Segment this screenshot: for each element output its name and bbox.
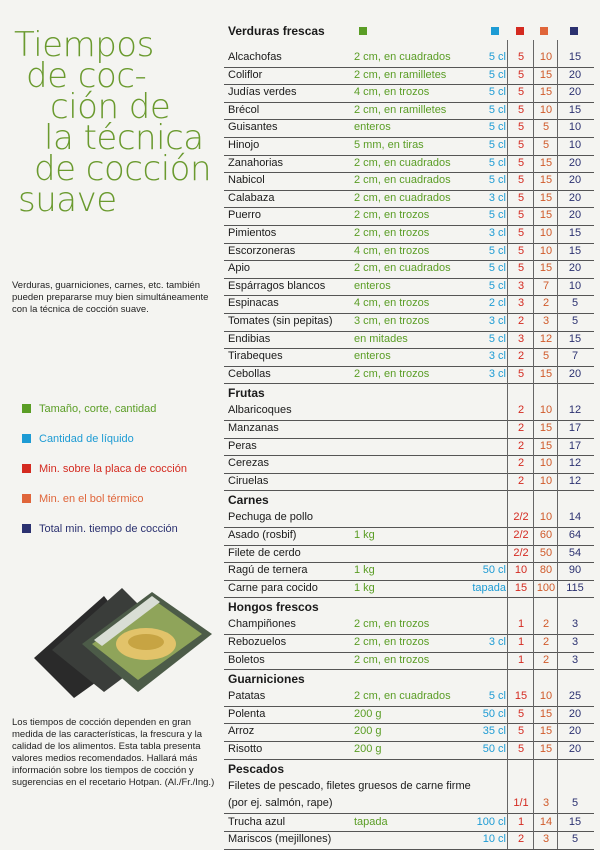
plate-minutes-cell: 15 (514, 690, 528, 703)
total-minutes-cell: 64 (568, 529, 582, 541)
title-line: suave (18, 180, 117, 220)
column-swatch (540, 27, 548, 35)
bowl-minutes-cell: 50 (539, 546, 553, 559)
liquid-cell: 5 cl (488, 156, 506, 169)
item-name: Mariscos (mejillones) (228, 833, 332, 846)
bowl-minutes-cell: 10 (539, 457, 553, 470)
liquid-cell: 3 cl (488, 315, 506, 327)
total-minutes-cell: 20 (568, 725, 582, 738)
total-minutes-cell: 12 (568, 404, 582, 417)
column-swatch (516, 27, 524, 35)
table-row (224, 155, 594, 174)
table-row (224, 616, 594, 635)
item-name: Champiñones (228, 618, 296, 631)
legend-item (22, 523, 178, 535)
legend-label: Total min. tiempo de cocción (39, 523, 178, 535)
item-name: Tirabeques (228, 350, 283, 363)
total-minutes-cell: 10 (568, 121, 582, 134)
legend-item (22, 403, 156, 415)
bowl-minutes-cell: 80 (539, 564, 553, 577)
table-row (224, 580, 594, 599)
size-cell: enteros (354, 279, 391, 292)
section-title: Hongos frescos (228, 600, 319, 615)
table-row (224, 473, 594, 492)
plate-minutes-cell: 1/1 (513, 796, 529, 809)
liquid-cell: 3 cl (488, 367, 506, 380)
item-name: Tomates (sin pepitas) (228, 315, 333, 327)
size-cell: en mitades (354, 332, 408, 345)
bowl-minutes-cell: 15 (539, 68, 553, 81)
plate-minutes-cell: 5 (517, 244, 525, 257)
item-name: Calabaza (228, 191, 275, 204)
total-minutes-cell: 3 (571, 653, 579, 666)
table-row (224, 438, 594, 457)
total-minutes-cell: 20 (568, 367, 582, 380)
plate-minutes-cell: 5 (517, 743, 525, 755)
liquid-cell: 5 cl (488, 332, 506, 345)
table-row (224, 778, 594, 814)
total-minutes-cell: 90 (568, 564, 582, 577)
item-name: Patatas (228, 690, 266, 703)
bowl-minutes-cell: 5 (542, 350, 550, 363)
total-minutes-cell: 20 (568, 191, 582, 204)
legend-label: Min. sobre la placa de cocción (39, 463, 187, 475)
item-name: Filete de cerdo (228, 546, 301, 559)
plate-minutes-cell: 5 (517, 51, 525, 63)
legend-swatch (22, 494, 31, 503)
plate-minutes-cell: 5 (517, 707, 525, 720)
table-row (224, 49, 594, 68)
total-minutes-cell: 20 (568, 156, 582, 169)
table-row (224, 348, 594, 367)
size-cell: 4 cm, en trozos (354, 86, 430, 99)
total-minutes-cell: 115 (566, 581, 584, 594)
item-name: Asado (rosbif) (228, 529, 297, 541)
liquid-cell: 5 cl (488, 139, 506, 151)
liquid-cell: 5 cl (488, 244, 506, 257)
legend-label: Cantidad de líquido (39, 433, 134, 445)
liquid-cell: 3 cl (488, 636, 506, 648)
total-minutes-cell: 20 (568, 209, 582, 222)
liquid-cell: 5 cl (488, 279, 506, 292)
plate-minutes-cell: 5 (517, 191, 525, 204)
size-cell: 2 cm, en ramilletes (354, 68, 447, 81)
table-row (224, 455, 594, 474)
size-cell: 2 cm, en ramilletes (354, 103, 447, 116)
size-cell: 2 cm, en cuadrados (354, 690, 451, 703)
item-name: Guisantes (228, 121, 278, 134)
plate-minutes-cell: 5 (517, 68, 525, 81)
table-row (224, 402, 594, 421)
note-text: Los tiempos de cocción dependen en gran medida de las características, la frescura y la calidad de los alimentos. Esta tabla presenta valores medios recomendados. Hallará más información sobre los tiempos de cocción y sugerencias en el recetario Hotpan. (Al./Fr./Ing.) (12, 717, 215, 788)
plate-minutes-cell: 3 (517, 297, 525, 310)
bowl-minutes-cell: 10 (539, 103, 553, 116)
size-cell: 2 cm, en cuadrados (354, 51, 451, 63)
section-header (224, 597, 594, 617)
table-row (224, 67, 594, 86)
item-name: Risotto (228, 743, 263, 755)
size-cell: 4 cm, en trozos (354, 297, 430, 310)
section-header (224, 669, 594, 689)
bowl-minutes-cell: 15 (539, 725, 553, 738)
liquid-cell: 50 cl (482, 564, 506, 577)
size-cell: 2 cm, en trozos (354, 636, 430, 648)
table-row (224, 225, 594, 244)
liquid-cell: 35 cl (482, 725, 506, 738)
item-name: Alcachofas (228, 51, 282, 63)
table-row (224, 331, 594, 350)
column-divider (557, 40, 558, 849)
section-title: Frutas (228, 386, 265, 401)
size-cell: 5 mm, en tiras (354, 139, 424, 151)
item-name: Polenta (228, 707, 266, 720)
plate-minutes-cell: 2/2 (513, 511, 529, 524)
bowl-minutes-cell: 60 (539, 529, 553, 541)
item-name: Peras (228, 439, 257, 452)
table-row (224, 172, 594, 191)
plate-minutes-cell: 2 (517, 439, 525, 452)
bowl-minutes-cell: 5 (542, 121, 550, 134)
liquid-cell: 5 cl (488, 51, 506, 63)
table-row (224, 420, 594, 439)
bowl-minutes-cell: 2 (542, 618, 550, 631)
bowl-minutes-cell: 15 (539, 422, 553, 434)
section-header (224, 759, 594, 779)
size-cell: 2 cm, en trozos (354, 618, 430, 631)
plate-minutes-cell: 2 (517, 315, 525, 327)
plate-minutes-cell: 2 (517, 474, 525, 487)
plate-minutes-cell: 5 (517, 725, 525, 738)
table-row (224, 634, 594, 653)
bowl-minutes-cell: 2 (542, 636, 550, 648)
plate-minutes-cell: 2 (517, 422, 525, 434)
table-row (224, 706, 594, 725)
table-row (224, 137, 594, 156)
item-name: Cebollas (228, 367, 271, 380)
size-cell: tapada (354, 815, 388, 828)
item-name: Zanahorias (228, 156, 284, 169)
liquid-cell: 5 cl (488, 690, 506, 703)
section-title: Guarniciones (228, 672, 305, 687)
size-cell: 2 cm, en cuadrados (354, 156, 451, 169)
title-line: la técnica (44, 118, 204, 158)
total-minutes-cell: 15 (568, 51, 582, 63)
table-row (224, 295, 594, 314)
section-title: Verduras frescas (228, 24, 325, 38)
section-title: Pescados (228, 761, 285, 776)
plate-minutes-cell: 2 (517, 833, 525, 846)
liquid-cell: 5 cl (488, 86, 506, 99)
total-minutes-cell: 25 (568, 690, 582, 703)
table-row (224, 688, 594, 707)
bowl-minutes-cell: 100 (536, 581, 556, 594)
plate-minutes-cell: 5 (517, 103, 525, 116)
item-name: Carne para cocido (228, 581, 318, 594)
bowl-minutes-cell: 15 (539, 262, 553, 275)
total-minutes-cell: 12 (568, 474, 582, 487)
liquid-cell: 5 cl (488, 68, 506, 81)
item-name: Brécol (228, 103, 260, 116)
liquid-cell: 3 cl (488, 227, 506, 239)
plate-minutes-cell: 2/2 (513, 529, 529, 541)
plate-minutes-cell: 2 (517, 350, 525, 363)
size-cell: 2 cm, en cuadrados (354, 191, 451, 204)
legend-swatch (22, 434, 31, 443)
total-minutes-cell: 54 (568, 546, 582, 559)
size-cell: 200 g (354, 725, 382, 738)
item-name: Judías verdes (228, 86, 297, 99)
total-minutes-cell: 15 (568, 815, 582, 828)
liquid-cell: 5 cl (488, 174, 506, 187)
column-swatch (491, 27, 499, 35)
table-row (224, 119, 594, 138)
liquid-cell: 3 cl (488, 191, 506, 204)
section-header (224, 21, 594, 41)
size-cell: 4 cm, en trozos (354, 244, 430, 257)
item-name: Espárragos blancos (228, 279, 326, 292)
table-row (224, 190, 594, 209)
bowl-minutes-cell: 10 (539, 51, 553, 63)
total-minutes-cell: 5 (571, 297, 579, 310)
total-minutes-cell: 20 (568, 743, 582, 755)
table-row (224, 723, 594, 742)
table-row (224, 313, 594, 332)
column-divider (507, 40, 508, 849)
total-minutes-cell: 5 (571, 833, 579, 846)
table-row (224, 831, 594, 850)
item-name: Espinacas (228, 297, 279, 310)
liquid-cell: 10 cl (482, 833, 506, 846)
table-row (224, 527, 594, 546)
size-cell: 3 cm, en trozos (354, 315, 430, 327)
plate-minutes-cell: 1 (517, 636, 525, 648)
bowl-minutes-cell: 3 (542, 833, 550, 846)
section-header (224, 383, 594, 403)
total-minutes-cell: 10 (568, 279, 582, 292)
plate-minutes-cell: 1 (517, 815, 525, 828)
bowl-minutes-cell: 15 (539, 707, 553, 720)
table-row (224, 260, 594, 279)
total-minutes-cell: 15 (568, 332, 582, 345)
item-name: Boletos (228, 653, 265, 666)
item-name: Puerro (228, 209, 262, 222)
size-cell: 2 cm, en cuadrados (354, 262, 451, 275)
size-cell: 2 cm, en trozos (354, 653, 430, 666)
column-divider (533, 40, 534, 849)
plate-minutes-cell: 5 (517, 367, 525, 380)
liquid-cell: 50 cl (482, 707, 506, 720)
item-name: Nabicol (228, 174, 265, 187)
table-row (224, 278, 594, 297)
table-row (224, 652, 594, 671)
bowl-minutes-cell: 7 (542, 279, 550, 292)
table-row (224, 366, 594, 385)
total-minutes-cell: 20 (568, 174, 582, 187)
item-name: Filetes de pescado, filetes gruesos de carne firme (por ej. salmón, rape) (228, 779, 471, 809)
bowl-minutes-cell: 2 (542, 297, 550, 310)
plate-minutes-cell: 10 (514, 564, 528, 577)
total-minutes-cell: 7 (571, 350, 579, 363)
legend-item (22, 463, 187, 475)
table-row (224, 243, 594, 262)
item-name: Cerezas (228, 457, 269, 470)
plate-minutes-cell: 5 (517, 209, 525, 222)
plate-minutes-cell: 2/2 (513, 546, 529, 559)
plate-minutes-cell: 5 (517, 174, 525, 187)
legend-swatch (22, 524, 31, 533)
item-name: Pimientos (228, 227, 277, 239)
title-line: Tiempos (14, 25, 154, 65)
legend-label: Min. en el bol térmico (39, 493, 144, 505)
item-name: Escorzoneras (228, 244, 296, 257)
bowl-minutes-cell: 15 (539, 439, 553, 452)
total-minutes-cell: 20 (568, 262, 582, 275)
total-minutes-cell: 12 (568, 457, 582, 470)
liquid-cell: tapada (472, 581, 506, 594)
item-name: Arroz (228, 725, 255, 738)
bowl-minutes-cell: 15 (539, 209, 553, 222)
size-cell: 1 kg (354, 529, 375, 541)
bowl-minutes-cell: 10 (539, 511, 553, 524)
title-line: de coc- (26, 56, 147, 96)
total-minutes-cell: 3 (571, 636, 579, 648)
liquid-cell: 2 cl (488, 297, 506, 310)
total-minutes-cell: 20 (568, 68, 582, 81)
liquid-cell: 50 cl (482, 743, 506, 755)
plate-minutes-cell: 2 (517, 404, 525, 417)
bowl-minutes-cell: 10 (539, 244, 553, 257)
plate-minutes-cell: 5 (517, 121, 525, 134)
liquid-cell: 100 cl (476, 815, 506, 828)
bowl-minutes-cell: 15 (539, 174, 553, 187)
legend-swatch (22, 404, 31, 413)
total-minutes-cell: 15 (568, 103, 582, 116)
bowl-minutes-cell: 15 (539, 191, 553, 204)
plate-minutes-cell: 2 (517, 457, 525, 470)
bowl-minutes-cell: 15 (539, 743, 553, 755)
size-cell: 2 cm, en trozos (354, 209, 430, 222)
bowl-minutes-cell: 10 (539, 690, 553, 703)
table-row (224, 207, 594, 226)
legend-swatch (22, 464, 31, 473)
total-minutes-cell: 17 (568, 422, 582, 434)
recipe-book-image (34, 588, 214, 698)
liquid-cell: 5 cl (488, 121, 506, 134)
item-name: Ragú de ternera (228, 564, 308, 577)
plate-minutes-cell: 3 (517, 332, 525, 345)
table-row (224, 562, 594, 581)
liquid-cell: 5 cl (488, 262, 506, 275)
size-cell: 1 kg (354, 564, 375, 577)
intro-text: Verduras, guarniciones, carnes, etc. también pueden prepararse muy bien simultáneamente con la técnica de cocción suave. (12, 280, 209, 315)
plate-minutes-cell: 1 (517, 653, 525, 666)
total-minutes-cell: 3 (571, 618, 579, 631)
size-cell: 2 cm, en cuadrados (354, 174, 451, 187)
bowl-minutes-cell: 14 (539, 815, 553, 828)
total-minutes-cell: 10 (568, 139, 582, 151)
total-minutes-cell: 14 (568, 511, 582, 524)
table-row (224, 814, 594, 833)
bowl-minutes-cell: 10 (539, 404, 553, 417)
size-cell: 2 cm, en trozos (354, 227, 430, 239)
bowl-minutes-cell: 10 (539, 227, 553, 239)
plate-minutes-cell: 5 (517, 227, 525, 239)
size-cell: 200 g (354, 743, 382, 755)
total-minutes-cell: 20 (568, 86, 582, 99)
bowl-minutes-cell: 15 (539, 86, 553, 99)
liquid-cell: 3 cl (488, 350, 506, 363)
size-cell: enteros (354, 350, 391, 363)
plate-minutes-cell: 15 (514, 581, 528, 594)
plate-minutes-cell: 3 (517, 279, 525, 292)
total-minutes-cell: 15 (568, 244, 582, 257)
size-cell: enteros (354, 121, 391, 134)
bowl-minutes-cell: 3 (542, 315, 550, 327)
item-name: Apio (228, 262, 251, 275)
size-cell: 2 cm, en trozos (354, 367, 430, 380)
bowl-minutes-cell: 12 (539, 332, 553, 345)
table-row (224, 545, 594, 564)
bowl-minutes-cell: 10 (539, 474, 553, 487)
item-name: Rebozuelos (228, 636, 287, 648)
total-minutes-cell: 17 (568, 439, 582, 452)
table-row (224, 84, 594, 103)
table-row (224, 509, 594, 528)
size-cell: 200 g (354, 707, 382, 720)
column-swatch (570, 27, 578, 35)
bowl-minutes-cell: 3 (542, 796, 550, 809)
size-cell: 1 kg (354, 581, 375, 594)
plate-minutes-cell: 5 (517, 139, 525, 151)
column-swatch (359, 27, 367, 35)
plate-minutes-cell: 1 (517, 618, 525, 631)
table-row (224, 741, 594, 760)
liquid-cell: 5 cl (488, 209, 506, 222)
title-line: ción de (50, 87, 171, 127)
bowl-minutes-cell: 5 (542, 139, 550, 151)
item-name: Albaricoques (228, 404, 292, 417)
item-name: Pechuga de pollo (228, 511, 314, 524)
item-name: Ciruelas (228, 474, 269, 487)
title-line: de cocción (34, 149, 211, 189)
bowl-minutes-cell: 2 (542, 653, 550, 666)
section-header (224, 490, 594, 510)
liquid-cell: 5 cl (488, 103, 506, 116)
item-name: Manzanas (228, 422, 279, 434)
plate-minutes-cell: 5 (517, 262, 525, 275)
legend-label: Tamaño, corte, cantidad (39, 403, 157, 415)
bowl-minutes-cell: 15 (539, 367, 553, 380)
page-title (14, 25, 214, 220)
bowl-minutes-cell: 15 (539, 156, 553, 169)
table-row (224, 102, 594, 121)
total-minutes-cell: 15 (568, 227, 582, 239)
legend-item (22, 433, 134, 445)
item-name: Hinojo (228, 139, 260, 151)
plate-minutes-cell: 5 (517, 86, 525, 99)
item-name: Coliflor (228, 68, 263, 81)
item-name: Endibias (228, 332, 271, 345)
total-minutes-cell: 20 (568, 707, 582, 720)
section-title: Carnes (228, 493, 269, 508)
total-minutes-cell: 5 (571, 315, 579, 327)
legend-item (22, 493, 144, 505)
plate-minutes-cell: 5 (517, 156, 525, 169)
total-minutes-cell: 5 (571, 796, 579, 809)
item-name: Trucha azul (228, 815, 286, 828)
